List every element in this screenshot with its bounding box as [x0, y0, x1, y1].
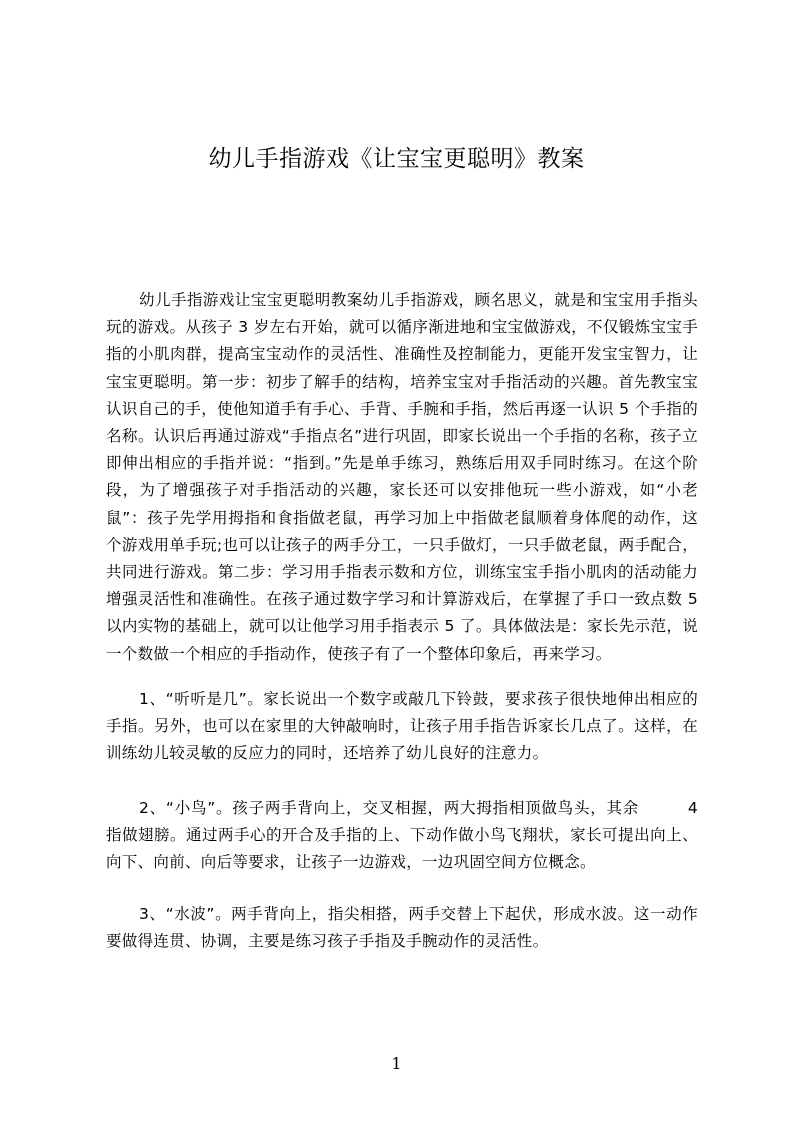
- paragraph-game-3: 3、“水波”。两手背向上，指尖相搭，两手交替上下起伏，形成水波。这一动作要做得连贯、协调，主要是练习孩子手指及手腕动作的灵活性。: [106, 905, 698, 951]
- paragraph-game-1: 1、“听听是几”。家长说出一个数字或敲几下铃鼓，要求孩子很快地伸出相应的手指。另外，也可以在家里的大钟敲响时，让孩子用手指告诉家长几点了。这样，在训练幼儿较灵敏的反应力的同时，还培养了幼儿良好的注意力。: [106, 690, 698, 763]
- paragraph-intro: 幼儿手指游戏让宝宝更聪明教案幼儿手指游戏，顾名思义，就是和宝宝用手指头玩的游戏。从孩子 3 岁左右开始，就可以循序渐进地和宝宝做游戏，不仅锻炼宝宝手指的小肌肉群，提高宝宝动作的灵活性、准确性及控制能力，更能开发宝宝智力，让宝宝更聪明。第一步：初步了解手的结构，培养宝宝对手指活动的兴趣。首先教宝宝认识自己的手，使他知道手有手心、手背、手腕和手指，然后再逐一认识 5 个手指的名称。认识后再通过游戏“手指点名”进行巩固，即家长说出一个手指的名称，孩子立即伸出相应的手指并说：“指到。”先是单手练习，熟练后用双手同时练习。在这个阶段，为了增强孩子对手指活动的兴趣，家长还可以安排他玩一些小游戏，如“小老鼠”：孩子先学用拇指和食指做老鼠，再学习加上中指做老鼠顺着身体爬的动作，这个游戏用单手玩;也可以让孩子的两手分工，一只手做灯，一只手做老鼠，两手配合，共同进行游戏。第二步：学习用手指表示数和方位，训练宝宝手指小肌肉的活动能力增强灵活性和准确性。在孩子通过数字学习和计算游戏后，在掌握了手口一致点数 5 以内实物的基础上，就可以让他学习用手指表示 5 了。具体做法是：家长先示范，说一个数做一个相应的手指动作，使孩子有了一个整体印象后，再来学习。: [106, 291, 698, 663]
- page-number: 1: [391, 1054, 402, 1073]
- document-title: 幼儿手指游戏《让宝宝更聪明》教案: [208, 146, 585, 172]
- paragraph-game-2: 2、“小鸟”。孩子两手背向上，交叉相握，两大拇指相顶做鸟头，其余 4 指做翅膀。通过两手心的开合及手指的上、下动作做小鸟飞翔状，家长可提出向上、向下、向前、向后等要求，让孩子一边游戏，一边巩固空间方位概念。: [106, 799, 698, 872]
